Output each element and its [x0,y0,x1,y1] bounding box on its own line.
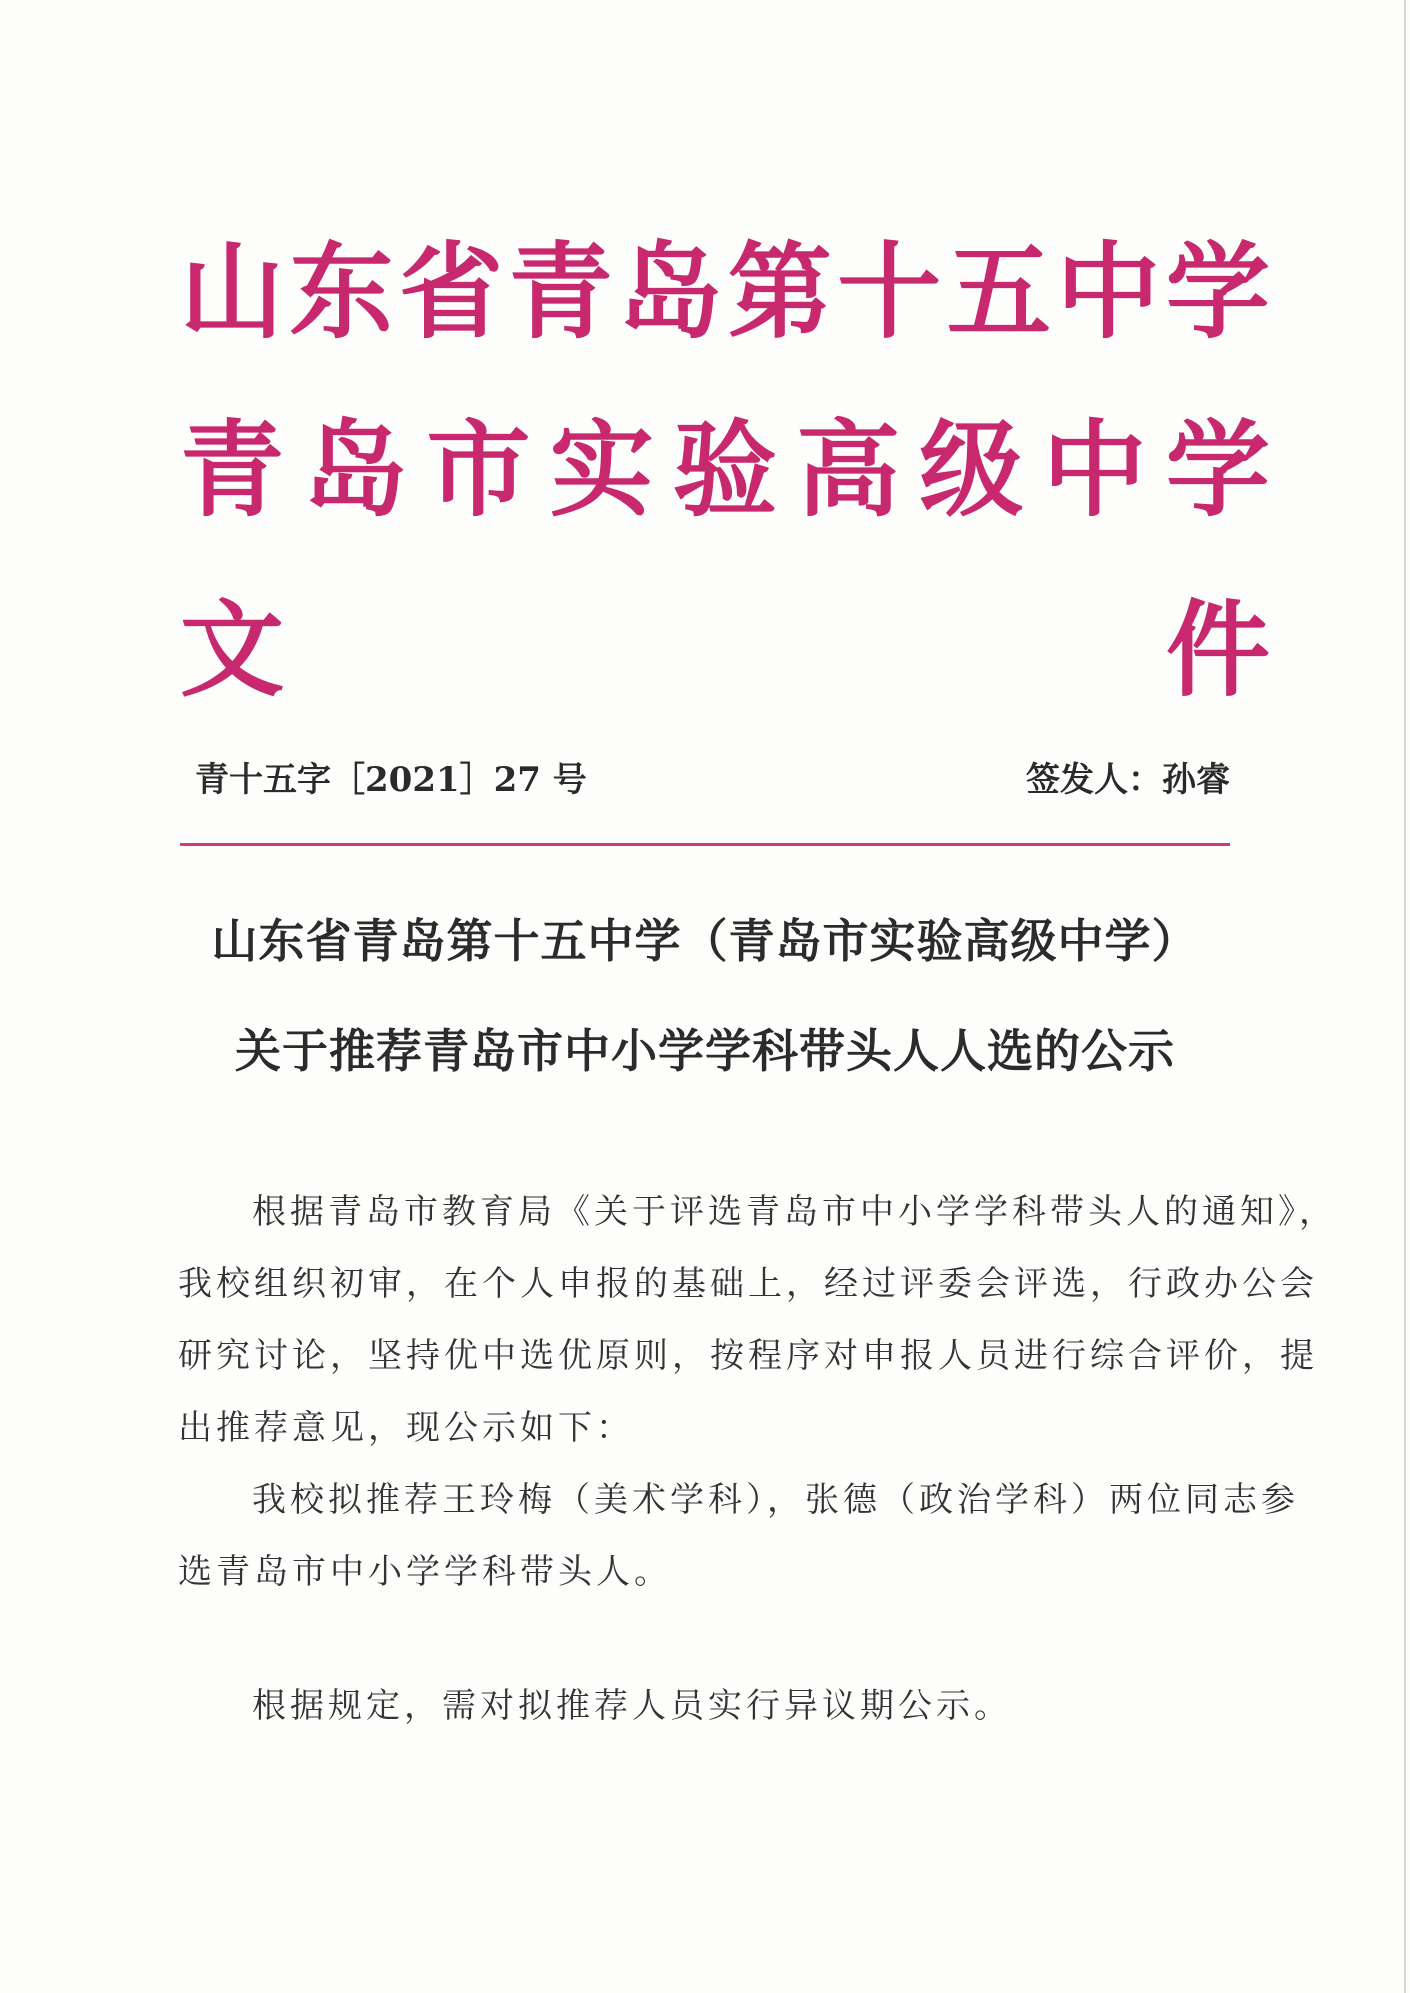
body-paragraph-3 [178,1670,1258,1742]
body-paragraph-2 [178,1464,1299,1608]
red-header-line-1 [180,232,1270,352]
header-char: 青 [508,230,613,353]
header-char: 级 [919,408,1024,531]
text-line: 选青岛市中小学学科带头人。 [178,1552,672,1592]
text-line: 出推荐意见，现公示如下： [178,1408,634,1448]
header-char: 市 [426,408,531,531]
header-char: 岛 [618,230,723,353]
red-divider [180,843,1230,846]
header-char: 岛 [303,408,408,531]
text-line: 我校拟推荐王玲梅（美术学科），张德（政治学科）两位同志参 [252,1480,1299,1520]
text-line: 研究讨论，坚持优中选优原则，按程序对申报人员进行综合评价，提 [178,1336,1318,1376]
header-char: 中 [1042,408,1147,531]
header-char: 学 [1165,230,1270,353]
header-char: 高 [796,408,901,531]
header-char: 中 [1056,230,1161,353]
document-number: 青十五字［2021］27 号 [195,760,587,800]
title-line-2: 关于推荐青岛市中小学学科带头人人选的公示 [235,1024,1175,1078]
scan-edge [1404,0,1406,1993]
header-char: 学 [1165,408,1270,531]
header-char: 验 [672,408,777,531]
header-char: 省 [399,230,504,353]
doc-meta-row [195,752,1230,802]
header-char: 第 [727,230,832,353]
header-char: 十 [837,230,942,353]
header-char: 东 [289,230,394,353]
header-char: 件 [1165,588,1270,711]
header-char: 实 [549,408,654,531]
text-line: 根据规定，需对拟推荐人员实行异议期公示。 [252,1686,1012,1726]
text-line: 我校组织初审，在个人申报的基础上，经过评委会评选，行政办公会 [178,1264,1318,1304]
body-paragraph-1 [178,1176,1337,1464]
header-char: 五 [946,230,1051,353]
text-line: 根据青岛市教育局《关于评选青岛市中小学学科带头人的通知》， [252,1192,1337,1232]
header-char: 青 [180,408,285,531]
header-char: 山 [180,230,285,353]
header-char: 文 [180,588,285,711]
red-header-line-2 [180,410,1270,530]
signer: 签发人：孙睿 [1026,760,1230,800]
red-header-line-3 [180,590,1270,710]
title-line-1: 山东省青岛第十五中学（青岛市实验高级中学） [211,914,1199,968]
